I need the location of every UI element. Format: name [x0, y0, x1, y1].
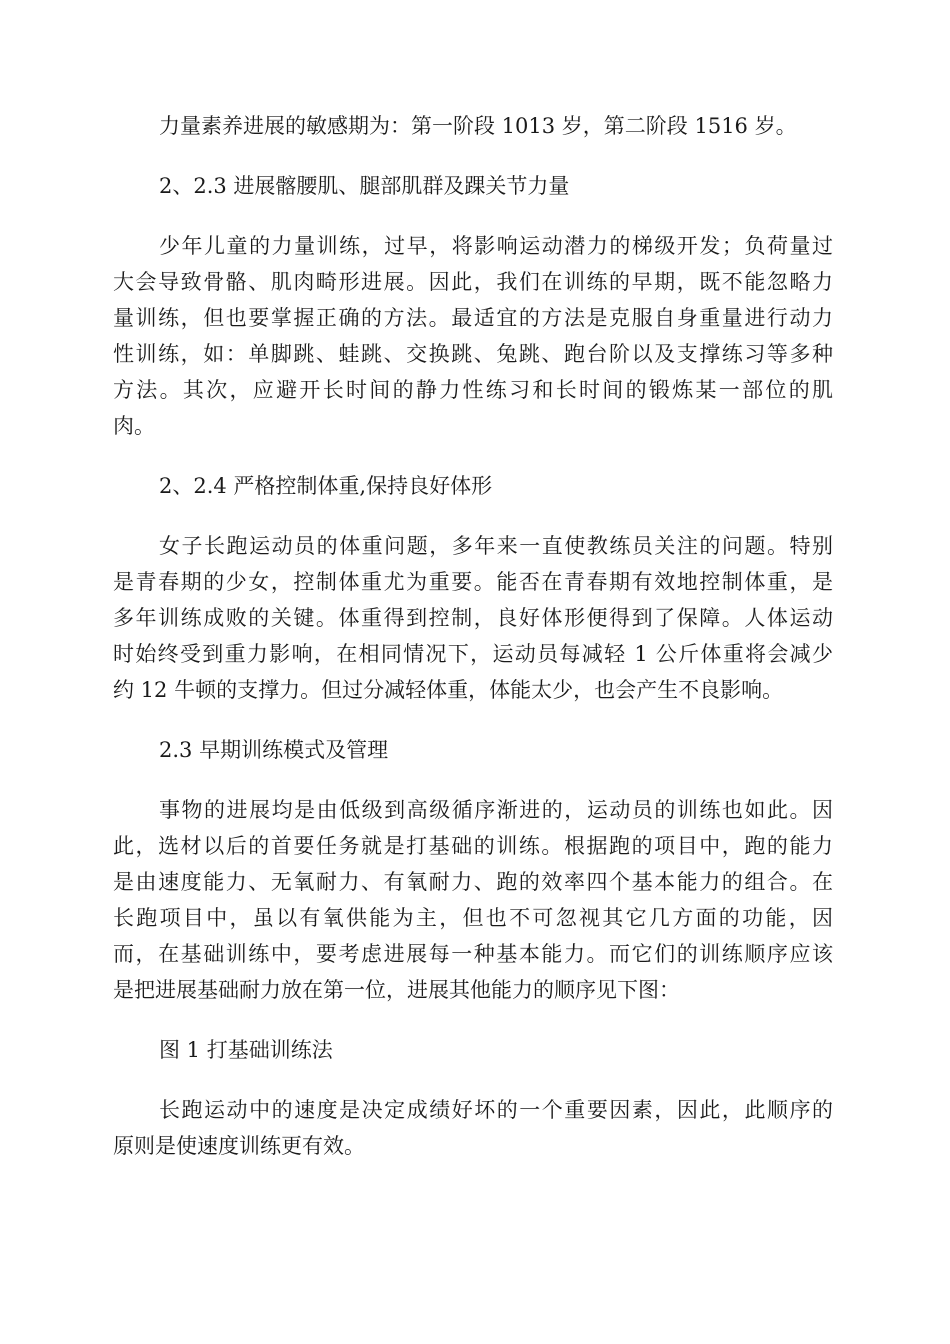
heading-2-2-4 — [113, 468, 833, 504]
text-line: 肉。 — [113, 414, 155, 438]
text-line: 此，选材以后的首要任务就是打基础的训练。根据跑的项目中，跑的能力 — [113, 834, 833, 858]
paragraph-strength-training — [113, 228, 833, 444]
heading-2-2-3 — [113, 168, 833, 204]
text-line: 约 12 牛顿的支撑力。但过分减轻体重，体能太少，也会产生不良影响。 — [113, 678, 784, 702]
paragraph-speed — [113, 1092, 833, 1164]
text-line: 女子长跑运动员的体重问题，多年来一直使教练员关注的问题。特别 — [159, 534, 833, 558]
text-line: 事物的进展均是由低级到高级循序渐进的，运动员的训练也如此。因 — [159, 798, 833, 822]
text-line: 力量素养进展的敏感期为：第一阶段 1013 岁，第二阶段 1516 岁。 — [159, 114, 797, 138]
text-line: 大会导致骨骼、肌肉畸形进展。因此，我们在训练的早期，既不能忽略力 — [113, 270, 833, 294]
text-line: 长跑项目中，虽以有氧供能为主，但也不可忽视其它几方面的功能，因 — [113, 906, 833, 930]
text-line: 长跑运动中的速度是决定成绩好坏的一个重要因素，因此，此顺序的 — [159, 1098, 833, 1122]
heading-2-3 — [113, 732, 833, 768]
text-line: 量训练，但也要掌握正确的方法。最适宜的方法是克服自身重量进行动力 — [113, 306, 833, 330]
text-line: 而，在基础训练中，要考虑进展每一种基本能力。而它们的训练顺序应该 — [113, 942, 833, 966]
text-line: 原则是使速度训练更有效。 — [113, 1134, 365, 1158]
text-line: 多年训练成败的关键。体重得到控制，良好体形便得到了保障。人体运动 — [113, 606, 833, 630]
figure-caption — [113, 1032, 833, 1068]
paragraph-sensitive-period — [113, 108, 833, 144]
paragraph-weight-control — [113, 528, 833, 708]
text-line: 少年儿童的力量训练，过早，将影响运动潜力的梯级开发；负荷量过 — [159, 234, 833, 258]
text-line: 性训练，如：单脚跳、蛙跳、交换跳、兔跳、跑台阶以及支撑练习等多种 — [113, 342, 833, 366]
text-line: 是由速度能力、无氧耐力、有氧耐力、跑的效率四个基本能力的组合。在 — [113, 870, 833, 894]
document-page — [113, 108, 833, 1164]
section-heading: 2、2.4 严格控制体重,保持良好体形 — [159, 474, 493, 498]
section-heading: 2、2.3 进展髂腰肌、腿部肌群及踝关节力量 — [159, 174, 570, 198]
caption-text: 图 1 打基础训练法 — [159, 1038, 333, 1062]
text-line: 方法。其次，应避开长时间的静力性练习和长时间的锻炼某一部位的肌 — [113, 378, 833, 402]
paragraph-training-mode — [113, 792, 833, 1008]
section-heading: 2.3 早期训练模式及管理 — [159, 738, 389, 762]
text-line: 是青春期的少女，控制体重尤为重要。能否在青春期有效地控制体重，是 — [113, 570, 833, 594]
text-line: 是把进展基础耐力放在第一位，进展其他能力的顺序见下图： — [113, 978, 680, 1002]
text-line: 时始终受到重力影响，在相同情况下，运动员每减轻 1 公斤体重将会减少 — [113, 642, 833, 666]
